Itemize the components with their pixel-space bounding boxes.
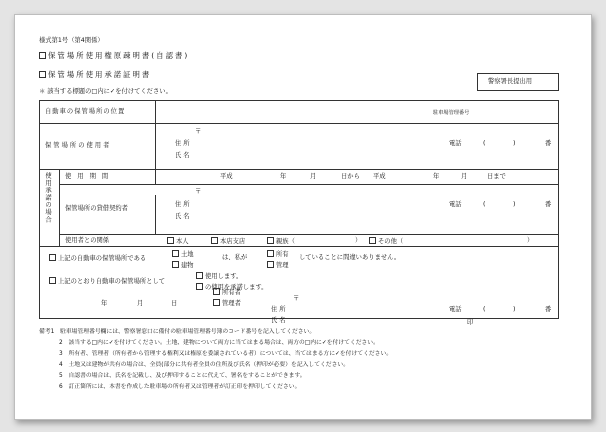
period-end-day: 日まで	[487, 173, 506, 180]
period-start-year: 年	[280, 173, 287, 180]
period-label: 使 用 期 間	[65, 173, 111, 180]
form-number: 様式第1号（第4関係）	[39, 37, 104, 44]
own-option	[267, 250, 289, 259]
use-label: 使用します。	[205, 273, 243, 280]
user-phone-paren-close: )	[513, 140, 516, 147]
sign-phone-paren-close: )	[513, 306, 516, 313]
rel-other-checkbox[interactable]	[369, 237, 376, 244]
manage-option	[267, 261, 289, 270]
note-3: 3 所有者、管理者（所有者から管理する権利又は権原を委譲されている者）については、当てはまる方に✓を付けてください。	[59, 351, 393, 357]
rel-self-option	[167, 237, 189, 246]
date-year: 年	[101, 300, 108, 307]
land-option	[172, 250, 194, 259]
own-label: 所有	[276, 251, 289, 258]
divider	[155, 195, 156, 234]
lessor-phone-label: 電話	[449, 201, 462, 208]
building-checkbox[interactable]	[172, 261, 179, 268]
owner-checkbox[interactable]	[213, 288, 220, 295]
owner-label: 所有者	[222, 289, 241, 296]
building-label: 建物	[181, 262, 194, 269]
statement1-text: 上記の自動車の保管場所である	[58, 255, 147, 262]
period-end-era: 平成	[373, 173, 386, 180]
sign-phone-label: 電話	[449, 306, 462, 313]
consent-checkbox[interactable]	[196, 283, 203, 290]
rel-other-option	[369, 237, 403, 246]
rel-branch-checkbox[interactable]	[211, 237, 218, 244]
parking-code-label: 駐車場管理番号	[433, 110, 470, 116]
divider	[155, 169, 156, 184]
rel-family-label: 親族（	[276, 238, 295, 245]
title2-checkbox[interactable]	[39, 71, 46, 78]
title-shoudaku: 保管場所使用承諾証明書	[48, 70, 152, 79]
consent-side-label: 使用承諾の場合	[44, 172, 51, 224]
statement1-checkbox[interactable]	[49, 254, 56, 261]
building-option	[172, 261, 194, 270]
seal-mark: 印	[467, 319, 474, 326]
divider	[59, 234, 558, 235]
own-checkbox[interactable]	[267, 250, 274, 257]
note-2: 2 該当する□内に✓を付けてください。土地、建物について両方に当てはまる場合は、両方の□内に✓を付けてください。	[59, 340, 379, 346]
lessor-phone-ban: 番	[545, 201, 552, 208]
title-jinin: 保管場所使用権原疎明書(自認書)	[48, 51, 190, 60]
owner-option	[213, 288, 241, 297]
manage-checkbox[interactable]	[267, 261, 274, 268]
rel-self-checkbox[interactable]	[167, 237, 174, 244]
sign-phone-ban: 番	[545, 306, 552, 313]
land-checkbox[interactable]	[172, 250, 179, 257]
statement-row1	[49, 254, 146, 263]
manager-option	[213, 299, 241, 308]
statement1-mid: は、私が	[222, 254, 248, 261]
user-label: 保管場所の使用者	[45, 142, 112, 149]
lessor-postal-mark: 〒	[195, 188, 202, 195]
period-end-month: 月	[461, 173, 468, 180]
form-page	[14, 14, 592, 420]
manager-label: 管理者	[222, 300, 241, 307]
period-start-month: 月	[310, 173, 317, 180]
period-start-day: 日から	[341, 173, 360, 180]
rel-branch-option	[211, 237, 245, 246]
lessor-phone-paren-close: )	[513, 201, 516, 208]
rel-branch-label: 本店支店	[220, 238, 246, 245]
sign-postal-mark: 〒	[293, 295, 300, 302]
divider	[39, 246, 558, 247]
note-4: 4 土地又は建物が共有の場合は、全員(部分に共有者全員の住所及び氏名（押印が必要）を記入してください。	[59, 362, 349, 368]
title1-checkbox[interactable]	[39, 52, 46, 59]
relation-label: 使用者との関係	[65, 237, 110, 244]
date-month: 月	[137, 300, 144, 307]
statement-row2	[49, 277, 165, 286]
sign-name-label: 氏 名	[271, 317, 286, 324]
manage-label: 管理	[276, 262, 289, 269]
divider	[59, 184, 558, 185]
note-6: 6 訂正箇所には、本書を作成した駐車場の所有者又は管理者が訂正印を押印してください。	[59, 384, 301, 390]
land-label: 土地	[181, 251, 194, 258]
rel-family-close: ）	[355, 237, 362, 244]
note-5: 5 自認書の場合は、氏名を記載し、及び押印することに代えて、署名をすることができます。	[59, 373, 306, 379]
user-postal-mark: 〒	[195, 128, 202, 135]
period-start-era: 平成	[220, 173, 233, 180]
lessor-phone-paren-open: (	[483, 201, 486, 208]
lessor-address-label: 住 所	[175, 201, 190, 208]
vehicle-location-label: 自動車の保管場所の位置	[45, 108, 126, 115]
statement1-end: していることに間違いありません。	[299, 254, 401, 261]
use-checkbox[interactable]	[196, 272, 203, 279]
divider	[39, 123, 558, 124]
statement2-text: 上記のとおり自動車の保管場所として	[58, 278, 166, 285]
police-submit-label: 警察署長提出用	[488, 78, 533, 85]
user-address-label: 住 所	[175, 140, 190, 147]
title-shoudaku-checkbox-row	[39, 71, 151, 79]
consent-label: の使用を承諾します。	[205, 284, 268, 291]
note-1: 備考1 駐車場管理番号欄には、警察署窓口に備付の駐車場管理番号簿のコード番号を記入してください。	[39, 329, 316, 335]
user-phone-ban: 番	[545, 140, 552, 147]
divider	[39, 169, 558, 170]
user-phone-label: 電話	[449, 140, 462, 147]
lessor-label: 保管場所の貸借契約者	[65, 205, 128, 212]
date-day: 日	[171, 300, 178, 307]
lessor-name-label: 氏 名	[175, 213, 190, 220]
user-name-label: 氏 名	[175, 152, 190, 159]
sign-phone-paren-open: (	[483, 306, 486, 313]
use-option	[196, 272, 242, 281]
title-jinin-checkbox-row	[39, 52, 189, 60]
statement2-checkbox[interactable]	[49, 277, 56, 284]
divider	[155, 100, 156, 169]
rel-self-label: 本人	[176, 238, 189, 245]
rel-family-option	[267, 237, 295, 246]
rel-other-label: その他（	[378, 238, 404, 245]
rel-family-checkbox[interactable]	[267, 237, 274, 244]
user-phone-paren-open: (	[483, 140, 486, 147]
title-instruction: ＊ 該当する標題の□内に✓を付けてください。	[39, 88, 172, 95]
period-end-year: 年	[433, 173, 440, 180]
rel-other-close: ）	[527, 237, 534, 244]
police-submit-box	[477, 73, 559, 91]
sign-address-label: 住 所	[271, 306, 286, 313]
manager-checkbox[interactable]	[213, 299, 220, 306]
